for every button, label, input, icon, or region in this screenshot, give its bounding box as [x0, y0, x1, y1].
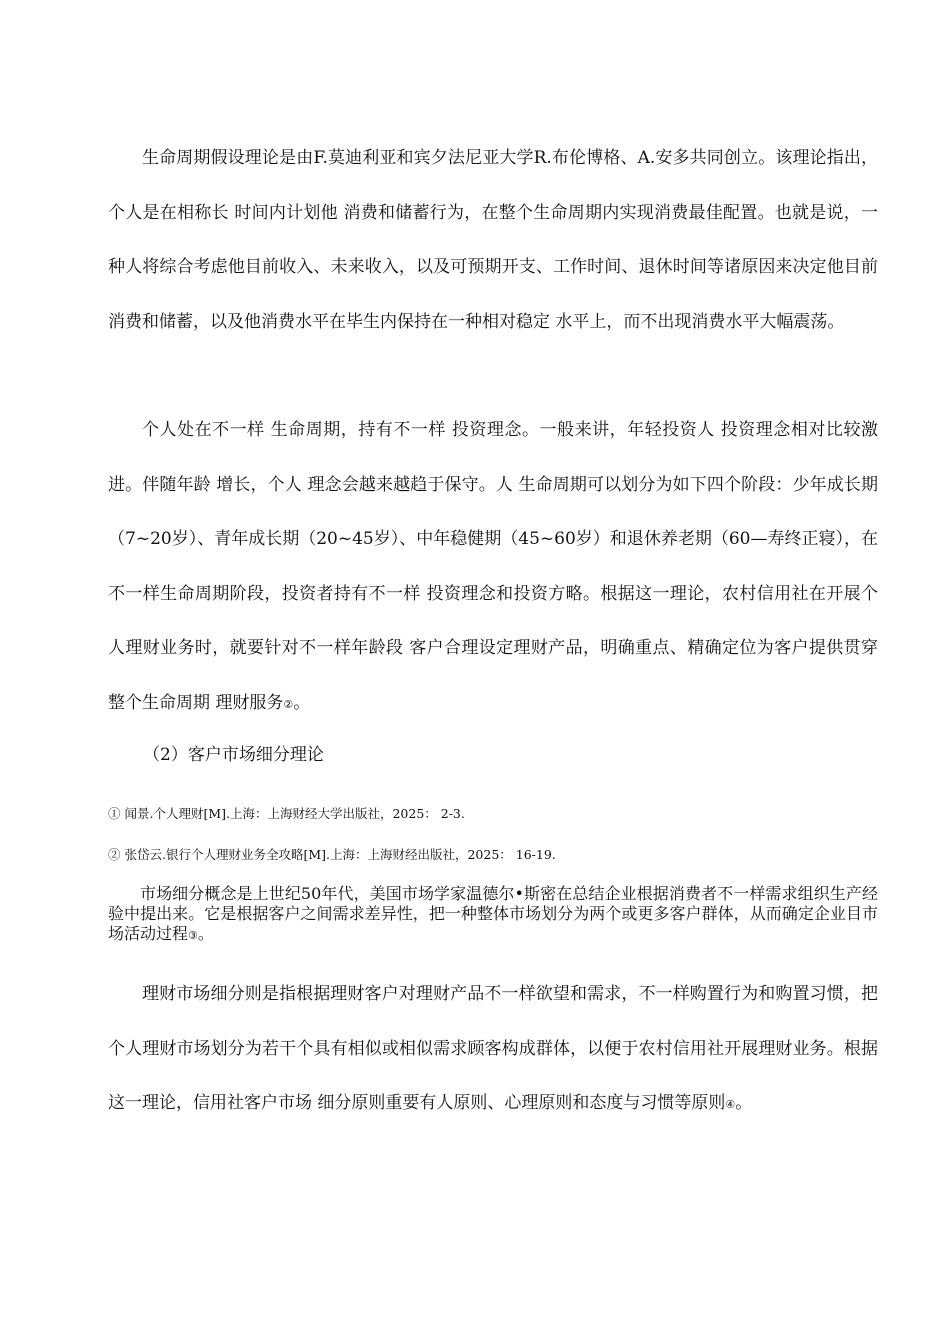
paragraph-end: 。	[197, 924, 214, 943]
footnote-2: ② 张岱云.银行个人理财业务全攻略[M].上海：上海财经出版社，2025： 16-19.	[108, 847, 556, 862]
section-heading: （2）客户市场细分理论	[143, 745, 324, 765]
paragraph-financial-market-segmentation	[108, 967, 878, 1133]
paragraph-end: 。	[735, 1093, 753, 1113]
footnote-marker: ③	[188, 929, 198, 942]
paragraph-text: 市场细分概念是上世纪50年代，美国市场学家温德尔•斯密在总结企业根据消费者不一样需求组织生产经验中提出来。它是根据客户之间需求差异性，把一种整体市场划分为两个或更多客户群体，从而确定企业目市场活动过程	[108, 884, 878, 943]
paragraph-text: 生命周期假设理论是由F.莫迪利亚和宾夕法尼亚大学R.布伦博格、A.安多共同创立。该理论指出，个人是在相称长 时间内计划他 消费和储蓄行为，在整个生命周期内实现消费最佳配置。也就是说，一种人将综合考虑他目前收入、未来收入，以及可预期开支、工作时间、退休时间等诸原因来决定他目前消费和储蓄，以及他消费水平在毕生内保持在一种相对稳定 水平上，而不出现消费水平大幅震荡。	[108, 148, 878, 332]
paragraph-life-cycle-theory	[108, 131, 878, 349]
paragraph-text: 个人处在不一样 生命周期，持有不一样 投资理念。一般来讲，年轻投资人 投资理念相对比较激进。伴随年龄 增长，个人 理念会越来越趋于保守。人 生命周期可以划分为如下四个阶段：少年成长期（7~20岁）、青年成长期（20~45岁）、中年稳健期（45~60岁）和退休养老期（60—寿终正寝），在不一样生命周期阶段，投资者持有不一样 投资理念和投资方略。根据这一理论，农村信用社在开展个人理财业务时，就要针对不一样年龄段 客户合理设定理财产品，明确重点、精确定位为客户提供贯穿整个生命周期 理财服务	[108, 420, 878, 713]
paragraph-market-segmentation	[108, 884, 878, 946]
footnote-1: ① 闻景.个人理财[M].上海：上海财经大学出版社，2025： 2-3.	[108, 806, 465, 821]
footnote-marker: ②	[283, 697, 294, 711]
paragraph-investment-stages	[108, 403, 878, 732]
footnote-marker: ④	[725, 1098, 736, 1111]
paragraph-end: 。	[293, 692, 311, 713]
paragraph-text: 理财市场细分则是指根据理财客户对理财产品不一样欲望和需求，不一样购置行为和购置习惯，把个人理财市场划分为若干个具有相似或相似需求顾客构成群体，以便于农村信用社开展理财业务。根据这一理论，信用社客户市场 细分原则重要有人原则、心理原则和态度与习惯等原则	[108, 984, 878, 1113]
